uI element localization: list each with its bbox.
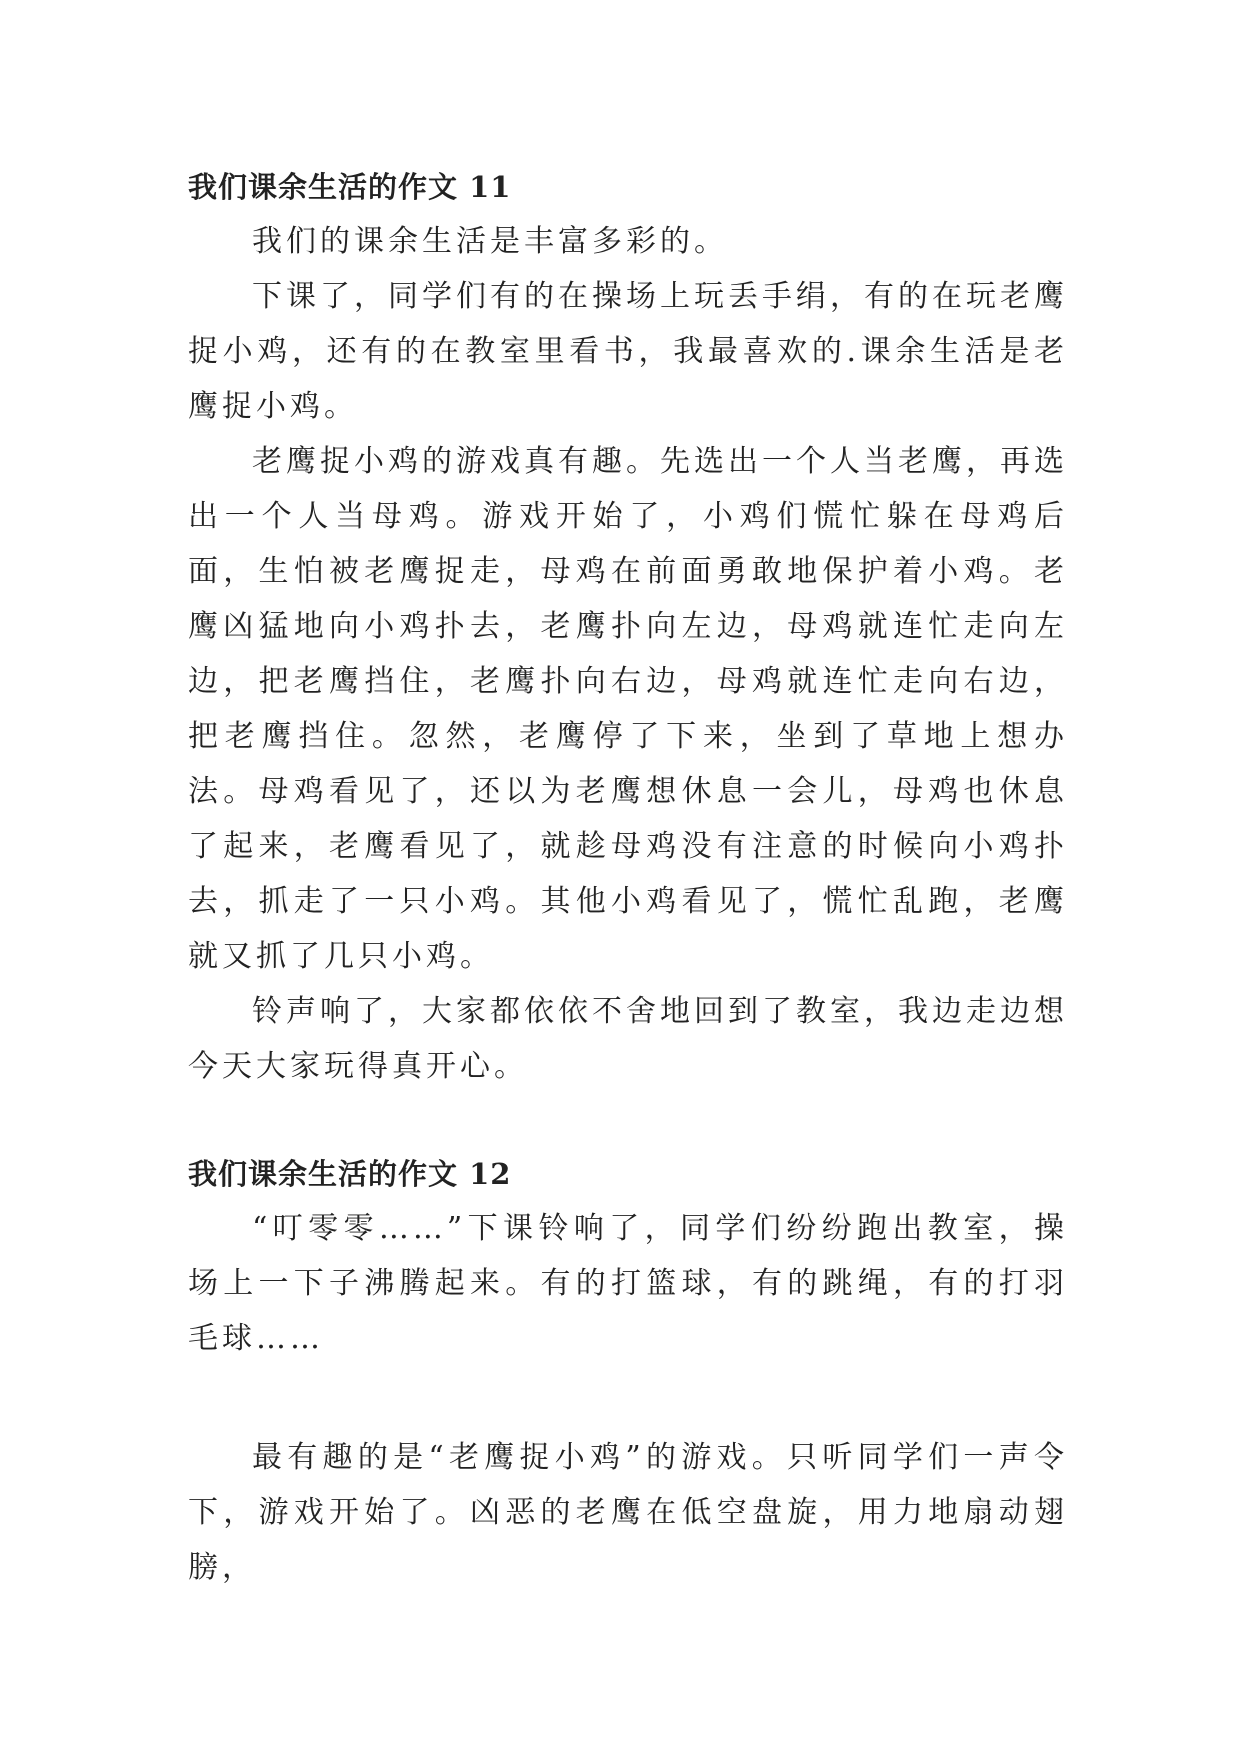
paragraph: 我们的课余生活是丰富多彩的。 (252, 224, 728, 259)
essay-11 (188, 160, 1068, 1094)
paragraph-gap (188, 1366, 1068, 1430)
paragraph: “叮零零……”下课铃响了，同学们纷纷跑出教室，操场上一下子沸腾起来。有的打篮球，有的跳绳，有的打羽毛球…… (188, 1211, 1068, 1356)
paragraph: 最有趣的是“老鹰捉小鸡”的游戏。只听同学们一声令下，游戏开始了。凶恶的老鹰在低空盘旋，用力地扇动翅膀， (188, 1440, 1068, 1585)
essay-12 (188, 1147, 1068, 1595)
essay-title: 我们课余生活的作文 11 (188, 170, 512, 204)
paragraph: 老鹰捉小鸡的游戏真有趣。先选出一个人当老鹰，再选出一个人当母鸡。游戏开始了，小鸡们慌忙躲在母鸡后面，生怕被老鹰捉走，母鸡在前面勇敢地保护着小鸡。老鹰凶猛地向小鸡扑去，老鹰扑向左边，母鸡就连忙走向左边，把老鹰挡住，老鹰扑向右边，母鸡就连忙走向右边，把老鹰挡住。忽然，老鹰停了下来，坐到了草地上想办法。母鸡看见了，还以为老鹰想休息一会儿，母鸡也休息了起来，老鹰看见了，就趁母鸡没有注意的时候向小鸡扑去，抓走了一只小鸡。其他小鸡看见了，慌忙乱跑，老鹰就又抓了几只小鸡。 (188, 444, 1068, 974)
paragraph: 铃声响了，大家都依依不舍地回到了教室，我边走边想今天大家玩得真开心。 (188, 994, 1068, 1084)
paragraph: 下课了，同学们有的在操场上玩丢手绢，有的在玩老鹰捉小鸡，还有的在教室里看书，我最喜欢的.课余生活是老鹰捉小鸡。 (188, 279, 1068, 424)
essay-title: 我们课余生活的作文 12 (188, 1157, 512, 1191)
